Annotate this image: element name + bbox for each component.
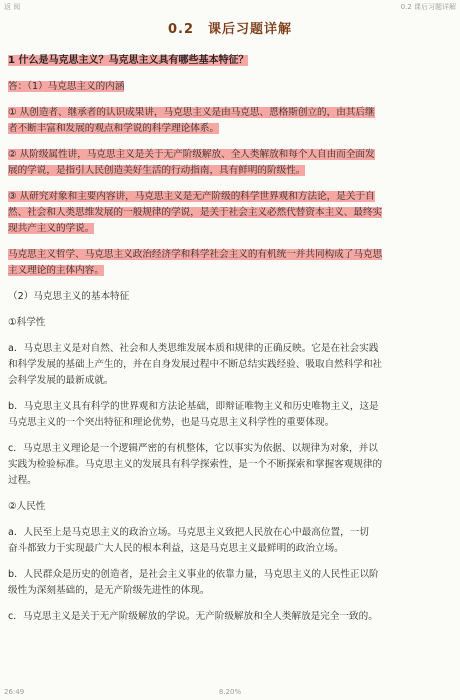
paragraph-line: 现共产主义的学说。: [8, 223, 95, 234]
paragraph-p1: [8, 105, 452, 137]
paragraph-line: 会科学发展的最新成就。: [8, 375, 114, 386]
clock-label: 26:49: [4, 688, 25, 696]
bottom-status-bar: [0, 686, 460, 700]
paragraph-p4: [8, 247, 452, 279]
paragraph-line: ②人民性: [8, 501, 46, 512]
top-status-bar: [0, 0, 460, 14]
paragraph-line: c．马克思主义是关于无产阶级解放的学说。无产阶级解放和全人类解放是完全一致的。: [8, 611, 378, 622]
paragraph-line: （2）马克思主义的基本特征: [8, 291, 130, 302]
paragraph-line: 实践为检验标准。马克思主义的发展具有科学探索性，是一个不断探索和掌握客观规律的: [8, 459, 383, 470]
paragraph-line: 马克思主义哲学、马克思主义政治经济学和科学社会主义的有机统一并共同构成了马克思: [8, 249, 383, 260]
document-body: [8, 53, 452, 635]
progress-label: 8.20%: [218, 688, 242, 696]
paragraph-line: ①科学性: [8, 317, 46, 328]
paragraph-line: 奋斗都致力于实现最广大人民的根本利益，这是马克思主义最鲜明的政治立场。: [8, 543, 344, 554]
paragraph-line: 马克思主义的一个突出特征和理论优势，也是马克思主义科学性的重要体现。: [8, 417, 335, 428]
paragraph-p3: [8, 189, 452, 237]
paragraph-line: b．人民群众是历史的创造者，是社会主义事业的依靠力量，马克思主义的人民性正以阶: [8, 569, 379, 580]
paragraph-line: 级性为深刻基础的，是无产阶级先进性的体现。: [8, 585, 210, 596]
paragraph-line: a．马克思主义是对自然、社会和人类思维发展本质和规律的正确反映。它是在社会实践: [8, 343, 379, 354]
paragraph-d: [8, 525, 452, 557]
paragraph-line: ① 从创造者、继承者的认识成果讲，马克思主义是由马克思、恩格斯创立的，由其后继: [8, 107, 375, 118]
paragraph-line: ③ 从研究对象和主要内容讲，马克思主义是无产阶级的科学世界观和方法论，是关于自: [8, 191, 375, 202]
paragraph-line: b．马克思主义具有科学的世界观和方法论基础，即辩证唯物主义和历史唯物主义，这是: [8, 401, 379, 412]
paragraph-s2: [8, 289, 452, 305]
paragraph-ans1: [8, 79, 452, 95]
paragraph-f: [8, 609, 452, 625]
page-title: 0.2 课后习题详解: [167, 22, 293, 37]
paragraph-line: 展的学说，是指引人民创造美好生活的行动指南，具有鲜明的阶级性。: [8, 165, 306, 176]
paragraph-e: [8, 567, 452, 599]
paragraph-line: 答：（1）马克思主义的内涵: [8, 81, 125, 92]
top-left-label[interactable]: 返 阅: [4, 3, 21, 11]
paragraph-line: 者不断丰富和发展的观点和学说的科学理论体系。: [8, 123, 220, 134]
paragraph-q1: [8, 53, 452, 69]
paragraph-b: [8, 399, 452, 431]
top-right-label: 0.2 课后习题详解: [400, 3, 456, 11]
paragraph-s2b: [8, 499, 452, 515]
paragraph-line: c．马克思主义理论是一个逻辑严密的有机整体，它以事实为依据、以规律为对象，并以: [8, 443, 378, 454]
paragraph-c: [8, 441, 452, 489]
paragraph-s2a: [8, 315, 452, 331]
paragraph-line: 1 什么是马克思主义？马克思主义具有哪些基本特征？: [8, 55, 249, 66]
paragraph-line: 和科学发展的基础上产生的，并在自身发展过程中不断总结实践经验、吸取自然科学和社: [8, 359, 383, 370]
paragraph-line: 过程。: [8, 475, 37, 486]
paragraph-p2: [8, 147, 452, 179]
paragraph-a: [8, 341, 452, 389]
paragraph-line: 主义理论的主体内容。: [8, 265, 104, 276]
paragraph-line: a．人民至上是马克思主义的政治立场。马克思主义致把人民放在心中最高位置，一切: [8, 527, 369, 538]
paragraph-line: 然、社会和人类思维发展的一般规律的学说，是关于社会主义必然代替资本主义、最终实: [8, 207, 383, 218]
paragraph-line: ② 从阶级属性讲，马克思主义是关于无产阶级解放、全人类解放和每个人自由而全面发: [8, 149, 375, 160]
